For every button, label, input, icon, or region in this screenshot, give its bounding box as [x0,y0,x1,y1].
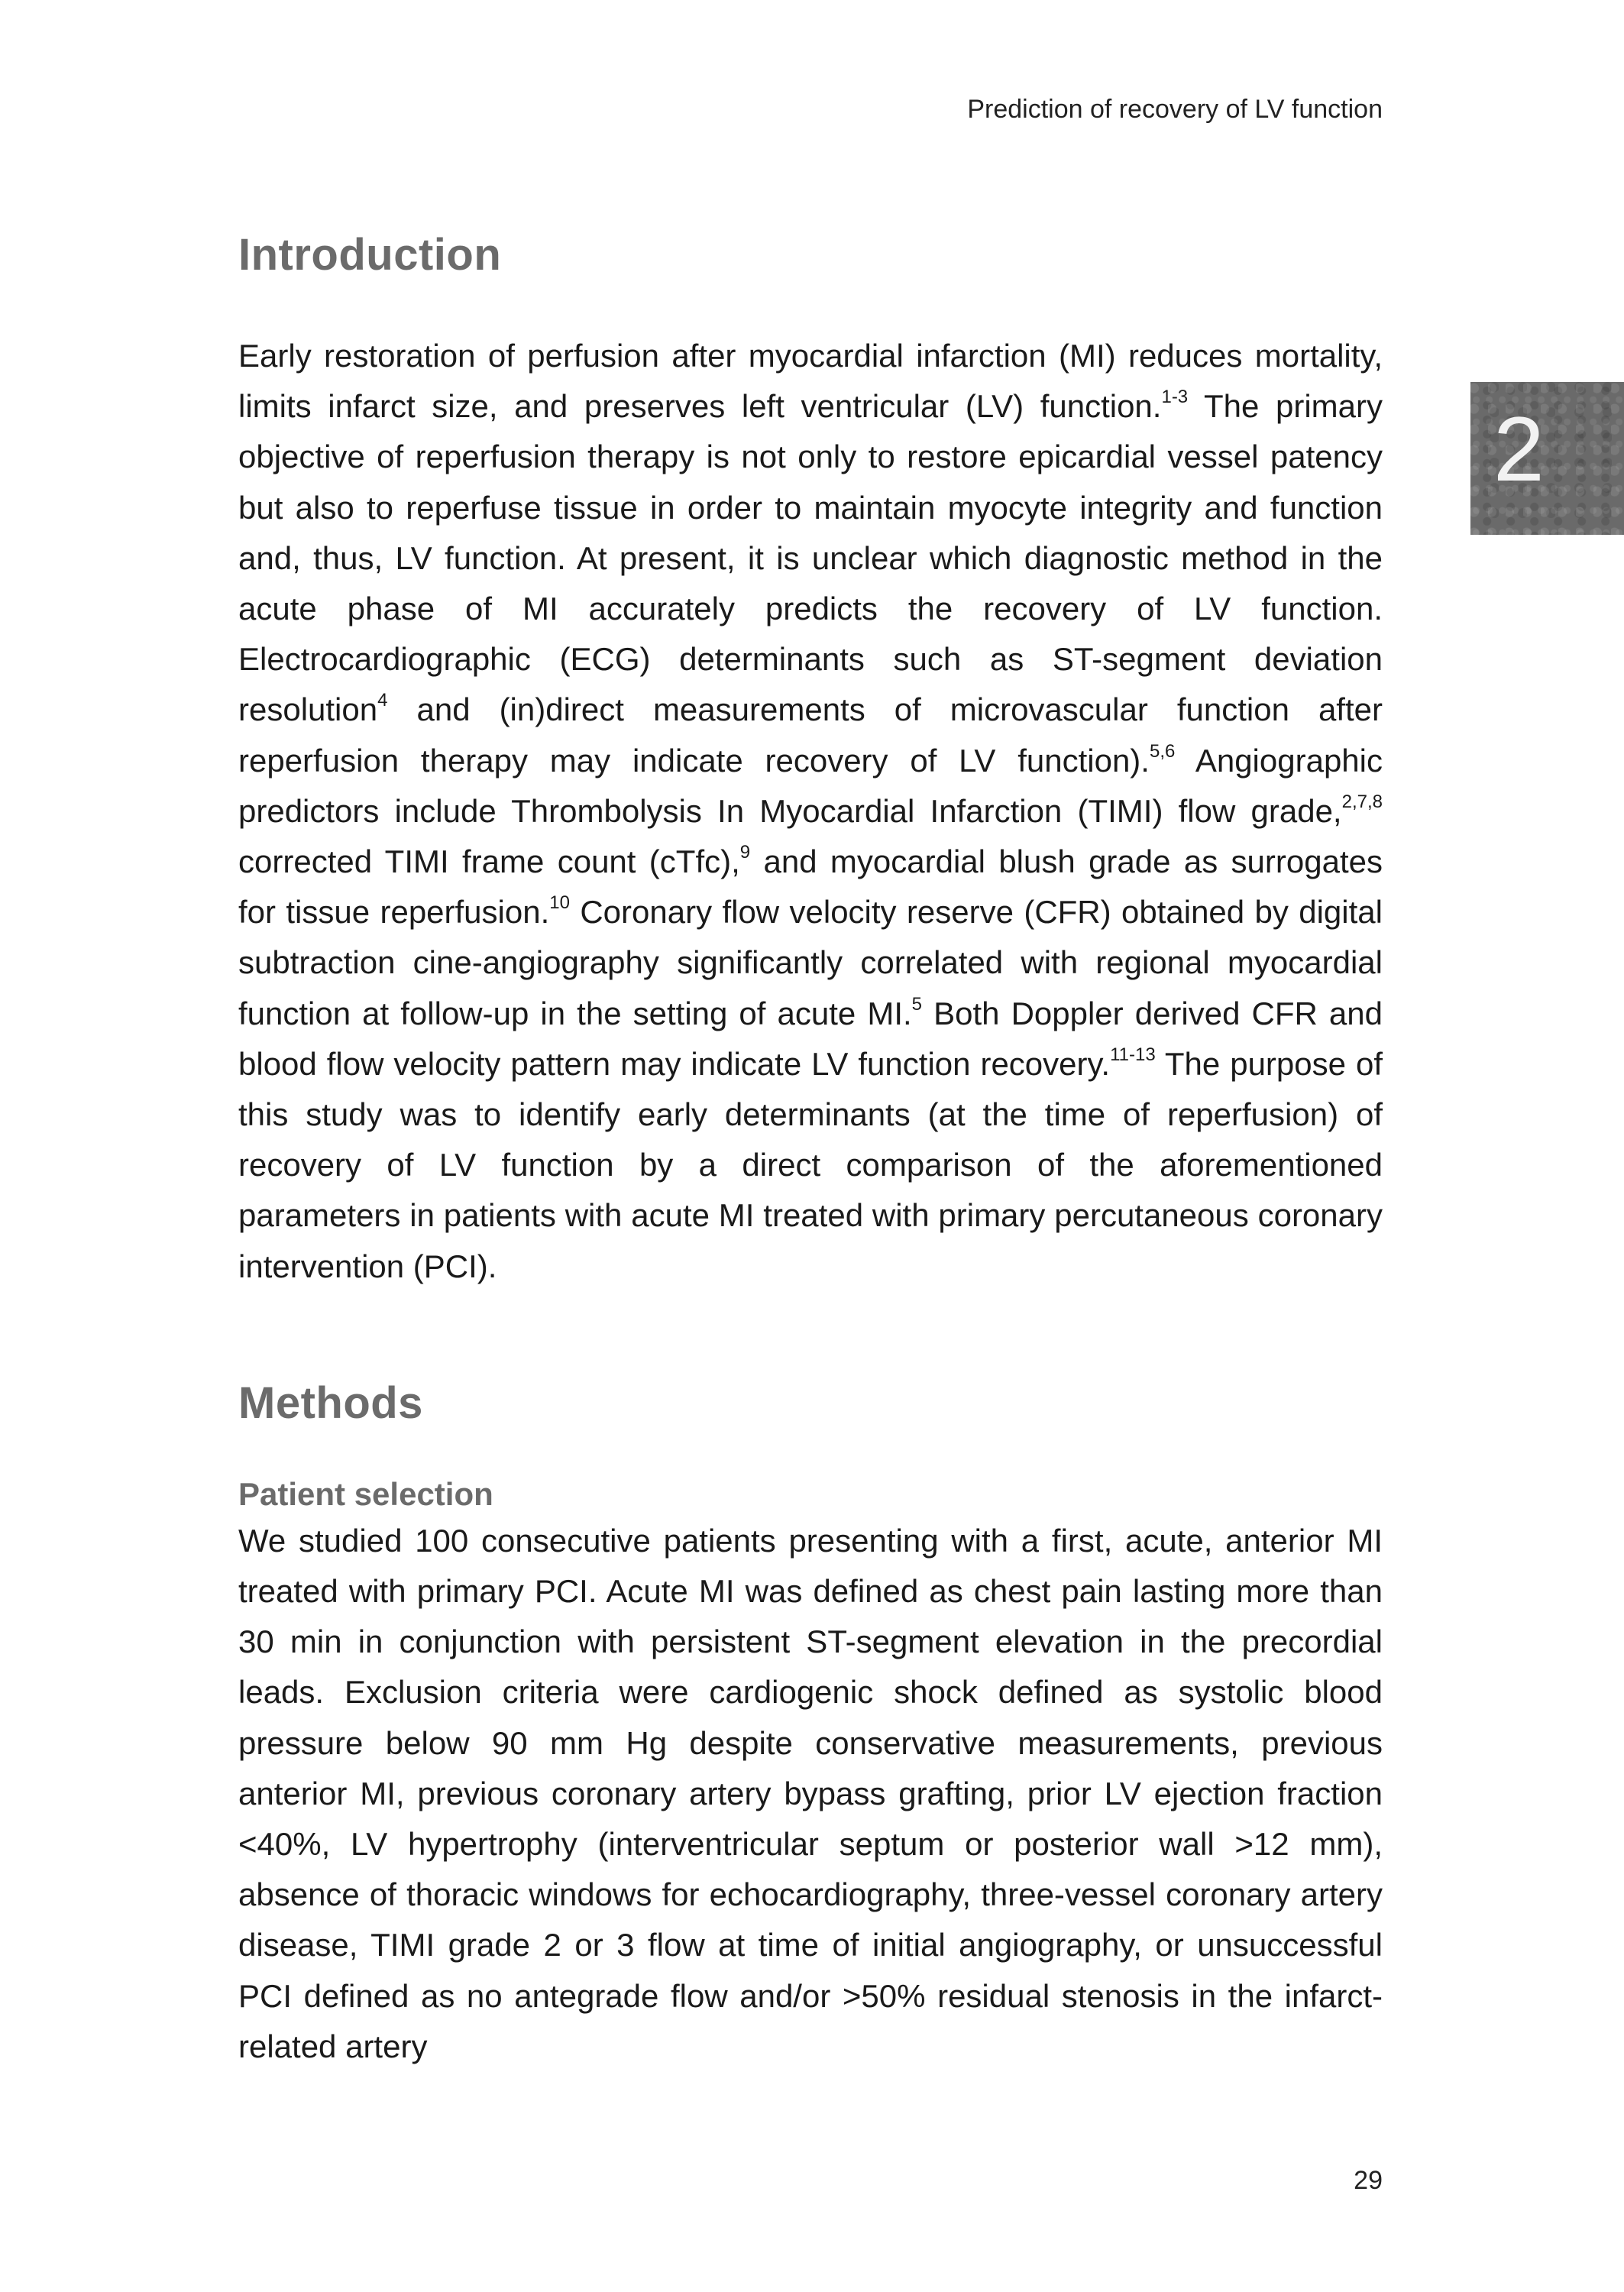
citation-superscript: 11-13 [1110,1044,1156,1065]
citation-superscript: 10 [549,892,570,914]
page-number: 29 [1354,2166,1383,2195]
methods-heading: Methods [238,1377,423,1428]
chapter-tab [1470,382,1624,535]
patient-selection-paragraph: We studied 100 consecutive patients presenting with a first, acute, anterior MI treated with primary PCI. Acute MI was defined as chest pain lasting more than 30 min in conjunction with persistent ST-segment elevation in the precordial leads. Exclusion criteria were cardiogenic shock defined as systolic blood pressure below 90 mm Hg despite conservative measurements, previous anterior MI, previous coronary artery bypass grafting, prior LV ejection fraction <40%, LV hypertrophy (interventricular septum or posterior wall >12 mm), absence of thoracic windows for echocardiography, three-vessel coronary artery disease, TIMI grade 2 or 3 flow at time of initial angiography, or unsuccessful PCI defined as no antegrade flow and/or >50% residual stenosis in the infarct-related artery [238,1522,1383,2064]
introduction-heading: Introduction [238,230,502,280]
citation-superscript: 1-3 [1161,387,1189,408]
patient-selection-heading: Patient selection [238,1475,493,1512]
citation-superscript: 4 [377,690,388,711]
citation-superscript: 9 [739,842,751,863]
citation-superscript: 5 [911,993,923,1015]
running-head: Prediction of recovery of LV function [967,95,1383,124]
citation-superscript: 2,7,8 [1341,791,1383,812]
introduction-paragraph: Early restoration of perfusion after myocardial infarction (MI) reduces mortality, limits infarct size, and preserves left ventricular (LV) function.$^{1-3}$ The primary objective of reperfusion therapy is not only to restore epicardial vessel patency but also to reperfuse tissue in order to maintain myocyte integrity and function and, thus, LV function. At present, it is unclear which diagnostic method in the acute phase of MI accurately predicts the recovery of LV function. Electrocardiographic (ECG) determinants such as ST-segment deviation resolution$^4$ and (in)direct measurements of microvascular function after reperfusion therapy may indicate recovery of LV function).$^{5,6}$ Angiographic predictors include Thrombolysis In Myocardial Infarction (TIMI) flow grade,$^{2,7,8}$ corrected TIMI frame count (cTfc),$^9$ and myocardial blush grade as surrogates for tissue reperfusion.$^{10}$ Coronary flow velocity reserve (CFR) obtained by digital subtraction cine-angiography significantly correlated with regional myocardial function at follow-up in the setting of acute MI.$^5$ Both Doppler derived CFR and blood flow velocity pattern may indicate LV function recovery.$^{11-13}$ The purpose of this study was to identify early determinants (at the time of reperfusion) of recovery of LV function by a direct comparison of the aforementioned parameters in patients with acute MI treated with primary percutaneous coronary intervention (PCI). [238,338,1383,1284]
chapter-number: 2 [1493,398,1545,500]
citation-superscript: 5,6 [1149,740,1176,762]
page-body [238,229,1383,2072]
